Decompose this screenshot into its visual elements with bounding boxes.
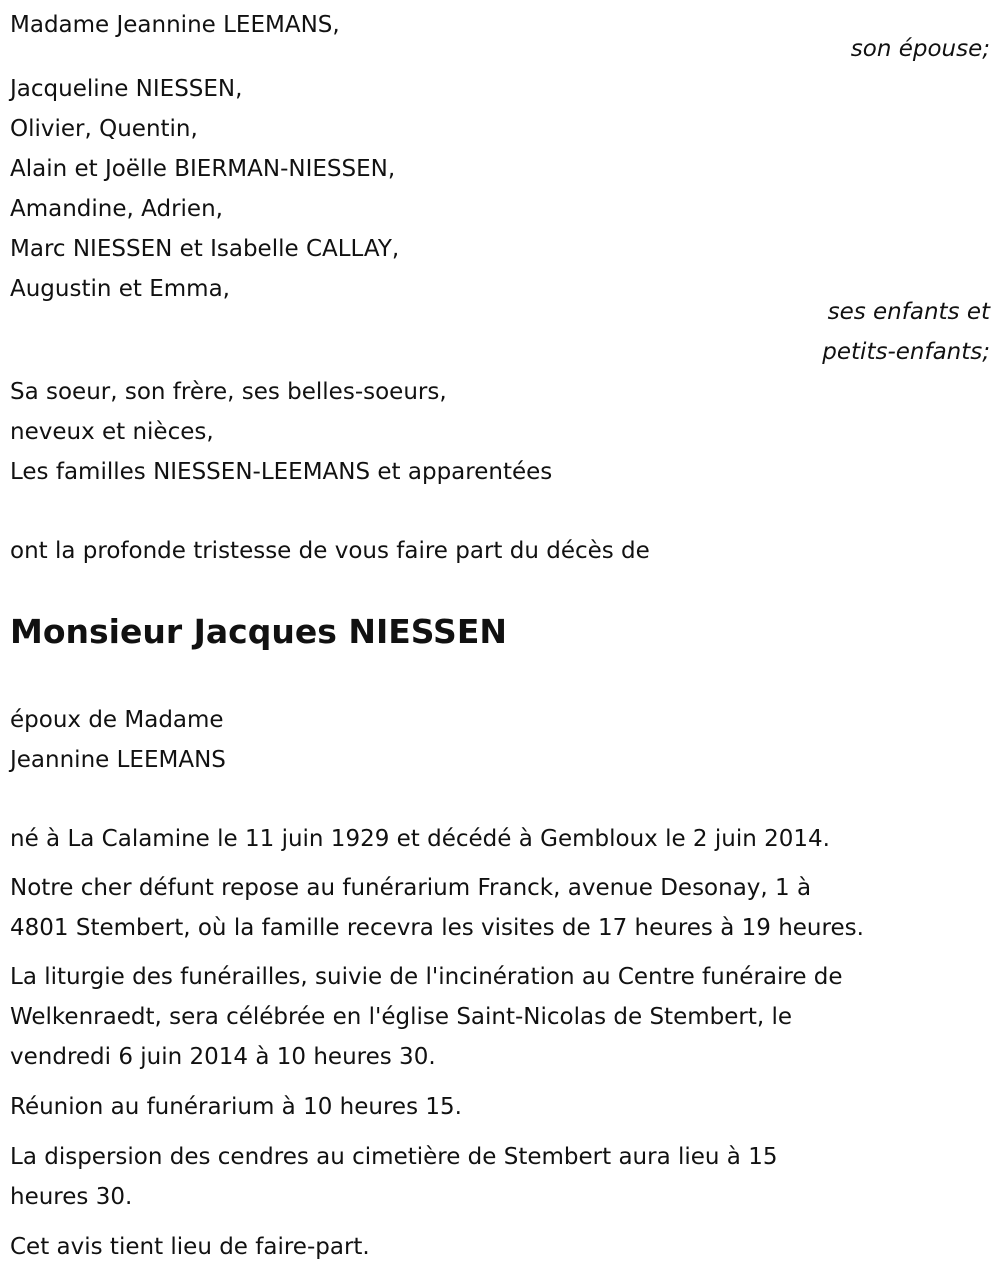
family-line: Marc NIESSEN et Isabelle CALLAY,: [10, 236, 400, 262]
liturgy: vendredi 6 juin 2014 à 10 heures 30.: [10, 1044, 436, 1070]
family-line: Alain et Joëlle BIERMAN-NIESSEN,: [10, 156, 396, 182]
relatives-line: neveux et nièces,: [10, 419, 214, 445]
family-line: Jacqueline NIESSEN,: [10, 76, 243, 102]
role-grandchildren: petits-enfants;: [822, 339, 990, 365]
spouse-of: époux de Madame: [10, 707, 224, 733]
closing: Cet avis tient lieu de faire-part.: [10, 1234, 370, 1260]
family-line: Olivier, Quentin,: [10, 116, 198, 142]
deceased-name: Monsieur Jacques NIESSEN: [10, 612, 507, 651]
spouse-line: Madame Jeannine LEEMANS,: [10, 12, 340, 38]
visitation: 4801 Stembert, où la famille recevra les visites de 17 heures à 19 heures.: [10, 915, 864, 941]
ashes: heures 30.: [10, 1184, 133, 1210]
meeting: Réunion au funérarium à 10 heures 15.: [10, 1094, 462, 1120]
relatives-line: Sa soeur, son frère, ses belles-soeurs,: [10, 379, 447, 405]
family-line: Augustin et Emma,: [10, 276, 230, 302]
role-spouse: son épouse;: [850, 36, 990, 62]
birth-death: né à La Calamine le 11 juin 1929 et décédé à Gembloux le 2 juin 2014.: [10, 826, 830, 852]
intro-text: ont la profonde tristesse de vous faire part du décès de: [10, 538, 650, 564]
visitation: Notre cher défunt repose au funérarium Franck, avenue Desonay, 1 à: [10, 875, 812, 901]
ashes: La dispersion des cendres au cimetière de Stembert aura lieu à 15: [10, 1144, 778, 1170]
relatives-line: Les familles NIESSEN-LEEMANS et apparentées: [10, 459, 553, 485]
liturgy: Welkenraedt, sera célébrée en l'église Saint-Nicolas de Stembert, le: [10, 1004, 793, 1030]
role-children: ses enfants et: [827, 299, 990, 325]
spouse-of: Jeannine LEEMANS: [10, 747, 226, 773]
liturgy: La liturgie des funérailles, suivie de l'incinération au Centre funéraire de: [10, 964, 843, 990]
family-line: Amandine, Adrien,: [10, 196, 223, 222]
